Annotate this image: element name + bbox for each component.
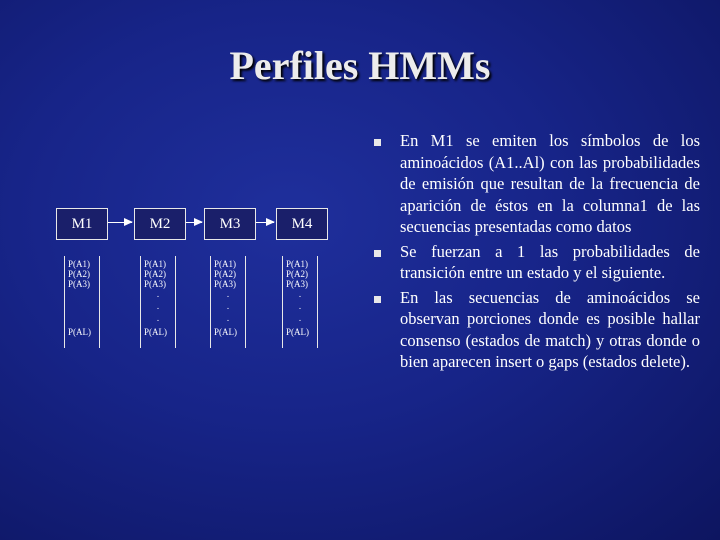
emission-prob: P(A1) bbox=[144, 259, 166, 269]
bullet-item bbox=[370, 241, 700, 284]
emission-prob: P(A2) bbox=[68, 269, 90, 279]
emission-column-m3 bbox=[210, 256, 246, 348]
emission-prob: P(A1) bbox=[286, 259, 308, 269]
emission-prob: P(A1) bbox=[214, 259, 236, 269]
ellipsis-dot: . bbox=[226, 289, 230, 299]
square-bullet-icon bbox=[374, 139, 381, 146]
bullet-text: En las secuencias de aminoácidos se observan porciones donde es posible hallar consenso (estados de match) y otras donde o bien aparecen insert o gaps (estados delete). bbox=[400, 287, 700, 371]
ellipsis-dot: . bbox=[298, 301, 302, 311]
emission-prob: P(AL) bbox=[68, 327, 91, 337]
emission-prob: P(AL) bbox=[144, 327, 167, 337]
ellipsis-dot: . bbox=[156, 289, 160, 299]
ellipsis-dot: . bbox=[226, 301, 230, 311]
emission-prob: P(A3) bbox=[144, 279, 166, 289]
emission-prob: P(AL) bbox=[214, 327, 237, 337]
emission-column-m1 bbox=[64, 256, 100, 348]
ellipsis-dot: . bbox=[156, 313, 160, 323]
ellipsis-dot: . bbox=[156, 301, 160, 311]
bullet-item bbox=[370, 287, 700, 373]
slide-title: Perfiles HMMs bbox=[229, 43, 491, 88]
square-bullet-icon bbox=[374, 296, 381, 303]
hmm-profile-diagram bbox=[56, 200, 326, 360]
transition-arrow bbox=[186, 222, 202, 223]
emission-column-m2 bbox=[140, 256, 176, 348]
emission-prob: P(AL) bbox=[286, 327, 309, 337]
bullet-text: En M1 se emiten los símbolos de los aminoácidos (A1..Al) con las probabilidades de emisión que resultan de la frecuencia de aparición de éstos en la columna1 de las secuencias presentadas como datos bbox=[400, 131, 700, 236]
ellipsis-dot: . bbox=[226, 313, 230, 323]
emission-prob: P(A1) bbox=[68, 259, 90, 269]
ellipsis-dot: . bbox=[298, 313, 302, 323]
emission-prob: P(A3) bbox=[214, 279, 236, 289]
emission-prob: P(A3) bbox=[68, 279, 90, 289]
emission-prob: P(A3) bbox=[286, 279, 308, 289]
ellipsis-dot: . bbox=[298, 289, 302, 299]
state-m1: M1 bbox=[56, 208, 108, 240]
state-m2: M2 bbox=[134, 208, 186, 240]
state-m4: M4 bbox=[276, 208, 328, 240]
emission-column-m4 bbox=[282, 256, 318, 348]
square-bullet-icon bbox=[374, 250, 381, 257]
state-m3: M3 bbox=[204, 208, 256, 240]
emission-prob: P(A2) bbox=[214, 269, 236, 279]
bullet-text: Se fuerzan a 1 las probabilidades de transición entre un estado y el siguiente. bbox=[400, 241, 700, 282]
bullet-item bbox=[370, 130, 700, 238]
transition-arrow bbox=[108, 222, 132, 223]
emission-prob: P(A2) bbox=[286, 269, 308, 279]
emission-prob: P(A2) bbox=[144, 269, 166, 279]
bullet-list bbox=[370, 130, 700, 373]
transition-arrow bbox=[256, 222, 274, 223]
